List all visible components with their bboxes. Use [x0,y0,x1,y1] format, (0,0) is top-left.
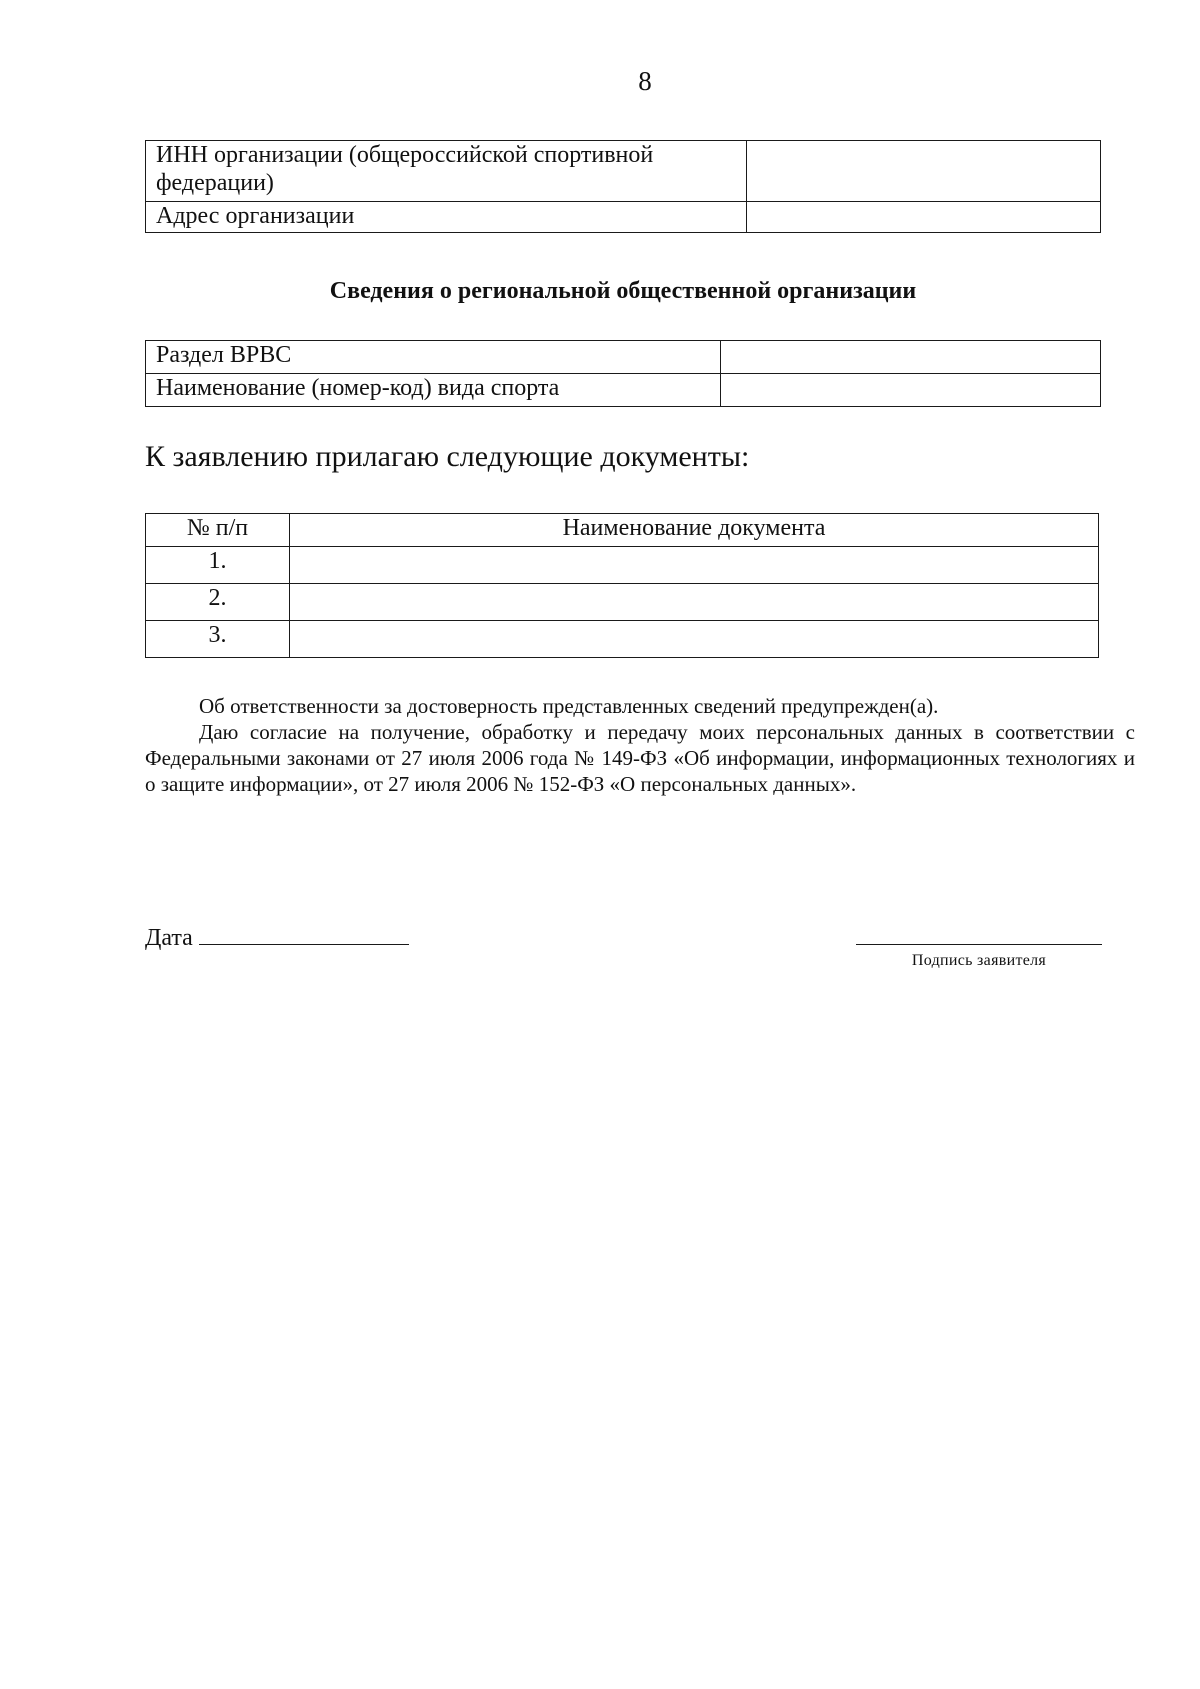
sport-name-value-field[interactable] [721,374,1101,407]
vrvs-section-value-field[interactable] [721,341,1101,374]
table-row [146,621,1099,658]
column-header-number: № п/п [146,514,290,547]
date-input-line[interactable] [199,926,409,945]
regional-section-heading: Сведения о региональной общественной организации [329,278,917,304]
regional-info-table [145,340,1101,407]
page-number: 8 [638,66,652,96]
document-name-field[interactable] [290,547,1099,584]
column-header-document-name: Наименование документа [290,514,1099,547]
signature-caption: Подпись заявителя [911,952,1047,969]
address-value-field[interactable] [747,202,1101,233]
row-number: 3. [146,621,290,658]
attachments-heading: К заявлению прилагаю следующие документы: [145,440,750,473]
inn-value-field[interactable] [747,141,1101,202]
table-row [146,374,1101,407]
table-row [146,341,1101,374]
sport-name-label: Наименование (номер-код) вида спорта [146,374,721,407]
table-row [146,547,1099,584]
organization-info-table [145,140,1101,233]
address-label: Адрес организации [146,202,747,233]
table-header-row [146,514,1099,547]
consent-statement: Даю согласие на получение, обработку и передачу моих персональных данных в соответствии с Федеральными законами от 27 июля 2006 года № 149-ФЗ «Об информации, информационных технологиях и о защите информации», от 27 июля 2006 № 152-ФЗ «О персональных данных». [145,720,1135,796]
inn-label: ИНН организации (общероссийской спортивной федерации) [146,141,747,202]
document-name-field[interactable] [290,621,1099,658]
date-row [145,925,409,952]
row-number: 2. [146,584,290,621]
attachments-table [145,513,1099,658]
signature-line[interactable] [856,944,1102,945]
table-row [146,202,1101,233]
document-name-field[interactable] [290,584,1099,621]
responsibility-statement: Об ответственности за достоверность представленных сведений предупрежден(а). [199,694,939,718]
table-row [146,584,1099,621]
row-number: 1. [146,547,290,584]
table-row [146,141,1101,202]
date-label: Дата [145,925,193,951]
vrvs-section-label: Раздел ВРВС [146,341,721,374]
